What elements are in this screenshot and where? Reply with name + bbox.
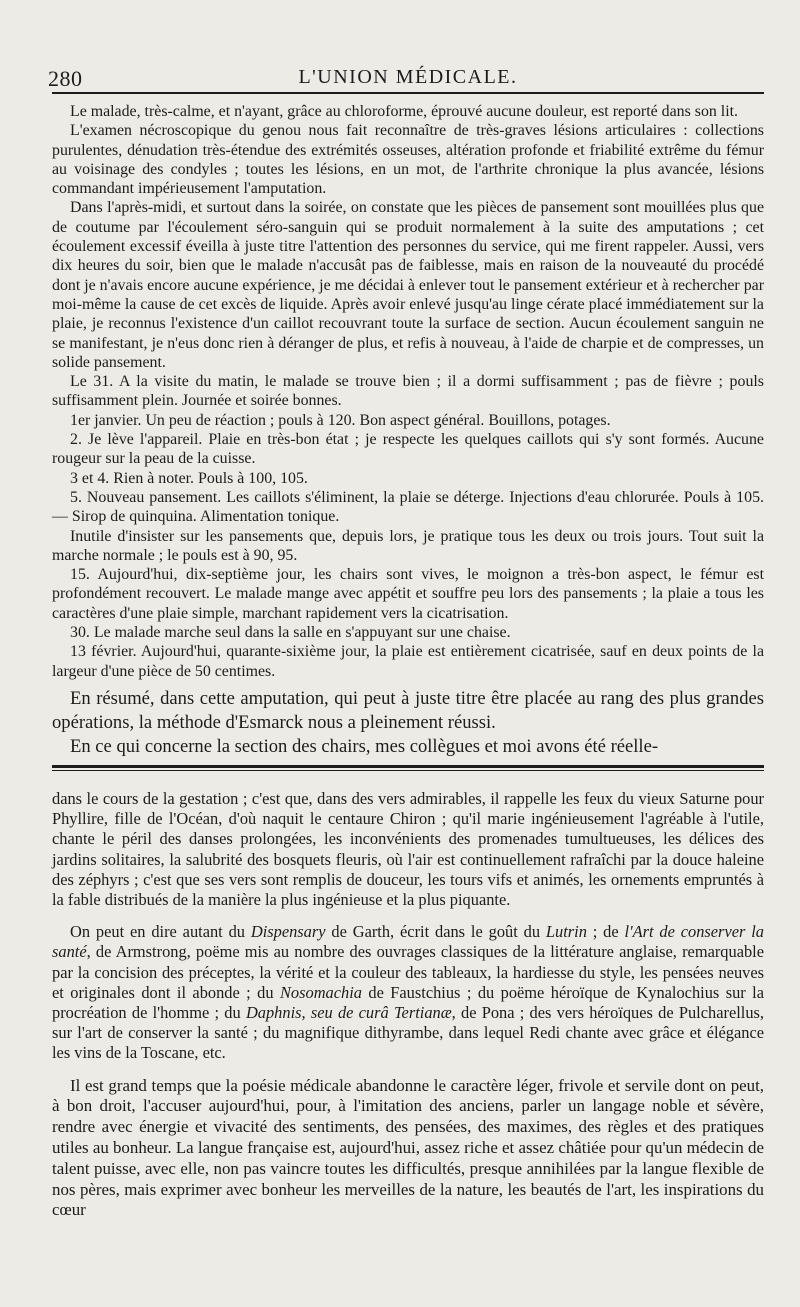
text-run: , de Armstrong, poëme mis au nombre des ouvrages classiques de la littérature anglaise, remarquable par la concision des préceptes, la vérité et la couleur des tableaux, la hardiesse du style, les pensées neuves et originales dont il abonde ; du bbox=[52, 942, 764, 1002]
text-run: de Garth, écrit dans le goût du bbox=[325, 922, 546, 942]
work-title: Daphnis, seu de curâ Tertianæ bbox=[245, 1002, 452, 1022]
work-title: l'Art de conserver la santé bbox=[52, 922, 764, 962]
page-header bbox=[48, 58, 764, 94]
feuilleton-paragraph bbox=[52, 922, 764, 1063]
work-title: Nosomachia bbox=[280, 982, 362, 1002]
summary-paragraph: En ce qui concerne la section des chairs, mes collègues et moi avons été réelle- bbox=[70, 735, 659, 757]
feuilleton-separator bbox=[52, 765, 764, 768]
journal-title: L'UNION MÉDICALE. bbox=[298, 66, 518, 88]
paragraph: Le malade, très-calme, et n'ayant, grâce au chloroforme, éprouvé aucune douleur, est reporté dans son lit. bbox=[70, 103, 739, 120]
feuilleton-separator-thin bbox=[52, 770, 764, 771]
paragraph: 2. Je lève l'appareil. Plaie en très-bon état ; je respecte les quelques caillots qui s'y sont formés. Aucune rougeur sur la peau de la cuisse. bbox=[52, 431, 764, 468]
paragraph: 5. Nouveau pansement. Les caillots s'éliminent, la plaie se déterge. Injections d'eau chlorurée. Pouls à 105. — Sirop de quinquina. Alimentation tonique. bbox=[52, 488, 764, 526]
text-run: , de Pona ; des vers héroïques de Pulcharellus, sur l'art de conserver la santé ; du magnifique dithyrambe, dans lequel Redi chante avec grâce et élégance les vins de la Toscane, etc. bbox=[52, 1002, 764, 1063]
paragraph: 1er janvier. Un peu de réaction ; pouls à 120. Bon aspect général. Bouillons, potages. bbox=[70, 411, 611, 429]
feuilleton-paragraph: Il est grand temps que la poésie médicale abandonne le caractère léger, frivole et servile dont on peut, à bon droit, l'accuser aujourd'hui, pour, à l'imitation des anciens, parler un langage noble et sévère, rendre avec énergie et vivacité des sentiments, des pensées, des maximes, des règles et des pratiques utiles au bonheur. La langue française est, aujourd'hui, assez riche et assez châtiée pour qu'un médecin de talent puisse, avec elle, non pas vaincre toutes les difficultés, presque annihilées par la langue flexible de nos pères, mais exprimer avec bonheur les merveilles de la nature, les beautés de l'art, les inspirations du cœur bbox=[52, 1075, 764, 1220]
work-title: Lutrin bbox=[545, 922, 587, 942]
text-run: ; de bbox=[586, 922, 625, 942]
paragraph: Le 31. A la visite du matin, le malade se trouve bien ; il a dormi suffisamment ; pas de fièvre ; pouls suffisamment plein. Journée et soirée bonnes. bbox=[52, 373, 764, 410]
paragraph: 3 et 4. Rien à noter. Pouls à 100, 105. bbox=[70, 469, 308, 487]
paragraph: 30. Le malade marche seul dans la salle en s'appuyant sur une chaise. bbox=[70, 624, 511, 642]
page-number: 280 bbox=[48, 66, 83, 91]
paragraph: Inutile d'insister sur les pansements que, depuis lors, je pratique tous les deux ou trois jours. Tout suit la marche normale ; le pouls est à 90, 95. bbox=[52, 527, 764, 564]
case-report bbox=[52, 102, 764, 681]
paragraph: L'examen nécroscopique du genou nous fait reconnaître de très-graves lésions articulaires : collections purulentes, dénudation très-étendue des extrémités osseuses, altération profonde et friabilité extrême du fémur au voisinage des condyles ; toutes les lésions, en un mot, de l'arthrite chronique la plus avancée, lésions commandant impérieusement l'amputation. bbox=[52, 122, 764, 198]
summary-section bbox=[52, 687, 764, 759]
feuilleton-paragraph: dans le cours de la gestation ; c'est que, dans des vers admirables, il rappelle les feux du vieux Saturne pour Phyllire, fille de l'Océan, d'où naquit le centaure Chiron ; qu'il marie ingénieusement l'agréable à l'utile, chante le péril des danses prolongées, les inconvénients des promenades tumultueuses, les délices des jardins solitaires, la salubrité des bosquets fleuris, où l'air est continuellement rafraîchi par la douce haleine des zéphyrs ; c'est que ses vers sont remplis de douceur, les tours vifs et animés, les ornements empruntés à la fable distribués de la manière la plus ingénieuse et la plus piquante. bbox=[52, 788, 764, 909]
text-run: de Faustchius ; du poëme héroïque de Kynalochius sur la procréation de l'homme ; du bbox=[52, 982, 764, 1022]
paragraph: Dans l'après-midi, et surtout dans la soirée, on constate que les pièces de pansement sont mouillées plus que de coutume par l'écoulement séro-sanguin qui se produit normalement à la suite des amputations ; cet écoulement excessif éveilla à juste titre l'attention des personnes du service, qui me firent rappeler. Aussi, vers dix heures du soir, bien que le malade n'accusât pas de faiblesse, mais en raison de la nouveauté du procédé dont je n'avais encore aucune expérience, je me décidai à enlever tout le pansement extérieur et à rechercher par moi-même la cause de cet excès de liquide. Après avoir enlevé jusqu'au linge cérate placé immédiatement sur la plaie, je reconnus l'existence d'un caillot recouvrant toute la surface de section. Aucun écoulement sanguin ne se manifestant, je n'eus donc rien à déranger de plus, et refis à nouveau, à l'aide de charpie et de compresses, un solide pansement. bbox=[52, 199, 764, 371]
paragraph: 15. Aujourd'hui, dix-septième jour, les chairs sont vives, le moignon a très-bon aspect, le fémur est profondément recouvert. Le malade mange avec appétit et souffre peu lors des pansements ; la plaie a tous les caractères d'une plaie simple, marchant rapidement vers la cicatrisation. bbox=[52, 566, 764, 622]
work-title: Dispensary bbox=[250, 922, 326, 942]
text-run: On peut en dire autant du bbox=[70, 922, 251, 942]
paragraph: 13 février. Aujourd'hui, quarante-sixième jour, la plaie est entièrement cicatrisée, sauf en deux points de la largeur d'une pièce de 50 centimes. bbox=[52, 643, 764, 680]
summary-paragraph: En résumé, dans cette amputation, qui peut à juste titre être placée au rang des plus grandes opérations, la méthode d'Esmarck nous a pleinement réussi. bbox=[52, 687, 764, 733]
feuilleton-section bbox=[52, 789, 764, 1221]
